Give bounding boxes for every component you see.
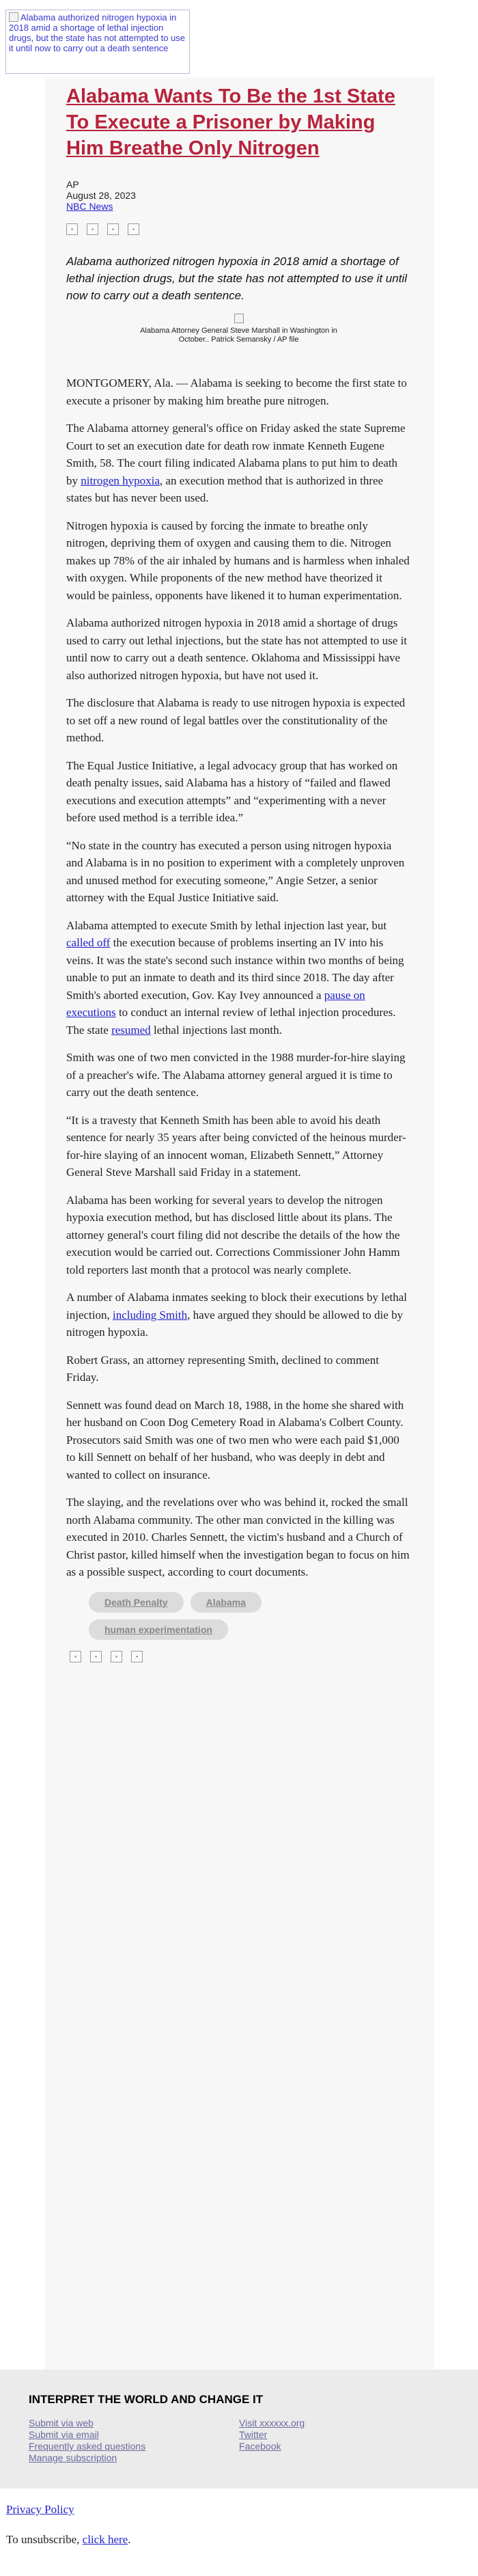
unsubscribe-line: To unsubscribe, click here. (6, 2533, 131, 2546)
legal (6, 2502, 130, 2562)
privacy-policy-link[interactable]: Privacy Policy (6, 2503, 74, 2516)
article-author: AP (66, 179, 79, 190)
paragraph: The disclosure that Alabama is ready to use nitrogen hypoxia is expected to set off a new round of legal battles over the constitutionality of the method. (66, 696, 406, 744)
paragraph: “No state in the country has executed a person using nitrogen hypoxia and Alabama is in no position to experiment with a completely unproven and unused method for executing someone,” Angie Setzer, a senior attorney with the Equal Justice Initiative said. (66, 838, 405, 904)
share-icon[interactable]: ▪ (107, 223, 119, 235)
photo-caption: Alabama Attorney General Steve Marshall in Washington in October.. Patrick Semansky / AP file (140, 327, 337, 344)
share-row-bottom (70, 1651, 411, 1662)
banner-image[interactable] (5, 10, 190, 74)
article-body (66, 374, 411, 1581)
paragraph: The slaying, and the revelations over who was behind it, rocked the small north Alabama community. The other man convicted in the killing was executed in 2010. Charles Sennett, the victim's husband and a Church of Christ pastor, killed himself when the investigation began to focus on him as a possible suspect, according to court documents. (66, 1496, 410, 1578)
tag-alabama[interactable]: Alabama (191, 1592, 262, 1613)
paragraph: Alabama authorized nitrogen hypoxia in 2018 amid a shortage of drugs used to carry out lethal injections, but the state has not attempted to use it until now to carry out a death sentence. Oklahoma and Mississippi have also authorized nitrogen hypoxia, but have not used it. (66, 616, 408, 682)
share-icon[interactable]: ▪ (66, 223, 78, 235)
resumed-link[interactable]: resumed (111, 1023, 151, 1037)
visit-site-link[interactable]: Visit xxxxxx.org (239, 2417, 305, 2428)
paragraph: The Alabama attorney general's office on Friday asked the state Supreme Court to set an execution date for death row inmate Kenneth Eugene Smith, 58. The court filing indicated Alabama plans to put him to death by nitrogen hypoxia, an execution method that is authorized in three states but has never been used. (66, 422, 406, 504)
paragraph: Alabama attempted to execute Smith by lethal injection last year, but called off the execution because of problems inserting an IV into his veins. It was the state's second such instance within two months of being unable to put an inmate to death and its third since 2018. The day after Smith's aborted execution, Gov. Kay Ivey announced a pause on executions to conduct an internal review of lethal injection procedures. The state resumed lethal injections last month. (66, 918, 404, 1037)
paragraph: Smith was one of two men convicted in the 1988 murder-for-hire slaying of a preacher's wife. The Alabama attorney general argued it is time to carry out the death sentence. (66, 1051, 406, 1099)
image-placeholder-icon (234, 314, 244, 323)
share-icon[interactable]: ▪ (90, 1651, 102, 1662)
manage-subscription-link[interactable]: Manage subscription (29, 2452, 117, 2463)
paragraph: “It is a travesty that Kenneth Smith has been able to avoid his death sentence for nearly 35 years after being convicted of the heinous murder-for-hire slaying of an innocent woman, Elizabeth Sennett,” Attorney General Steve Marshall said Friday in a statement. (66, 1113, 406, 1179)
share-icon[interactable]: ▪ (87, 223, 98, 235)
paragraph: Sennett was found dead on March 18, 1988, in the home she shared with her husband on Coon Dog Cemetery Road in Alabama's Colbert County. Prosecutors said Smith was one of two men who were each paid $1,000 to kill Sennett on behalf of her husband, who was deeply in debt and wanted to collect on insurance. (66, 1398, 404, 1481)
paragraph: A number of Alabama inmates seeking to block their executions by lethal injection, including Smith, have argued they should be allowed to die by nitrogen hypoxia. (66, 1291, 408, 1339)
tag-human-experimentation[interactable]: human experimentation (89, 1619, 228, 1640)
unsubscribe-link[interactable]: click here (82, 2533, 128, 2546)
tag-list (89, 1592, 376, 1640)
banner-alt-text: Alabama authorized nitrogen hypoxia in 2018 amid a shortage of lethal injection drugs, but the state has not attempted to use it until now to carry out a death sentence (9, 12, 186, 53)
submit-web-link[interactable]: Submit via web (29, 2417, 94, 2428)
article-headline[interactable]: Alabama Wants To Be the 1st State To Execute a Prisoner by Making Him Breathe Only Nitrogen (66, 85, 395, 159)
footer-links (29, 2417, 376, 2463)
article-dek: Alabama authorized nitrogen hypoxia in 2018 amid a shortage of lethal injection drugs, but the state has not attempted to use it until now to carry out a death sentence. (66, 255, 407, 302)
submit-email-link[interactable]: Submit via email (29, 2429, 99, 2440)
share-icon[interactable]: ▪ (70, 1651, 81, 1662)
paragraph: The Equal Justice Initiative, a legal advocacy group that has worked on death penalty issues, said Alabama has a history of “failed and flawed executions and execution attempts” and “experimenting with a never before used method is a terrible idea.” (66, 758, 398, 824)
faq-link[interactable]: Frequently asked questions (29, 2441, 146, 2452)
paragraph: Alabama has been working for several years to develop the nitrogen hypoxia execution method, but has disclosed little about its plans. The attorney general's court filing did not describe the details of the how the execution would be carried out. Corrections Commissioner John Hamm told reporters last month that a protocol was nearly complete. (66, 1193, 400, 1276)
article-photo (66, 314, 411, 344)
article (66, 83, 411, 1662)
paragraph: Robert Grass, an attorney representing Smith, declined to comment Friday. (66, 1353, 379, 1384)
share-row-top (66, 223, 411, 235)
article-meta (66, 179, 411, 212)
share-icon[interactable]: ▪ (111, 1651, 122, 1662)
share-icon[interactable]: ▪ (128, 223, 139, 235)
share-icon[interactable]: ▪ (131, 1651, 143, 1662)
footer (0, 2370, 478, 2489)
article-source-link[interactable]: NBC News (66, 201, 113, 212)
paragraph: Nitrogen hypoxia is caused by forcing the inmate to breathe only nitrogen, depriving them of oxygen and causing them to die. Nitrogen makes up 78% of the air inhaled by humans and is harmless when inhaled with oxygen. While proponents of the new method have theorized it would be painless, opponents have likened it to human experimentation. (66, 519, 410, 602)
pause-on-executions-link[interactable]: pause on executions (66, 988, 365, 1019)
including-smith-link[interactable]: including Smith (112, 1308, 188, 1321)
facebook-link[interactable]: Facebook (239, 2441, 281, 2452)
footer-heading: INTERPRET THE WORLD AND CHANGE IT (29, 2393, 264, 2406)
article-date: August 28, 2023 (66, 190, 136, 201)
paragraph: MONTGOMERY, Ala. — Alabama is seeking to become the first state to execute a prisoner by making him breathe pure nitrogen. (66, 376, 407, 407)
tag-death-penalty[interactable]: Death Penalty (89, 1592, 184, 1613)
called-off-link[interactable]: called off (66, 936, 111, 949)
broken-image-icon (9, 12, 18, 22)
nitrogen-hypoxia-link[interactable]: nitrogen hypoxia (81, 474, 160, 487)
twitter-link[interactable]: Twitter (239, 2429, 268, 2440)
